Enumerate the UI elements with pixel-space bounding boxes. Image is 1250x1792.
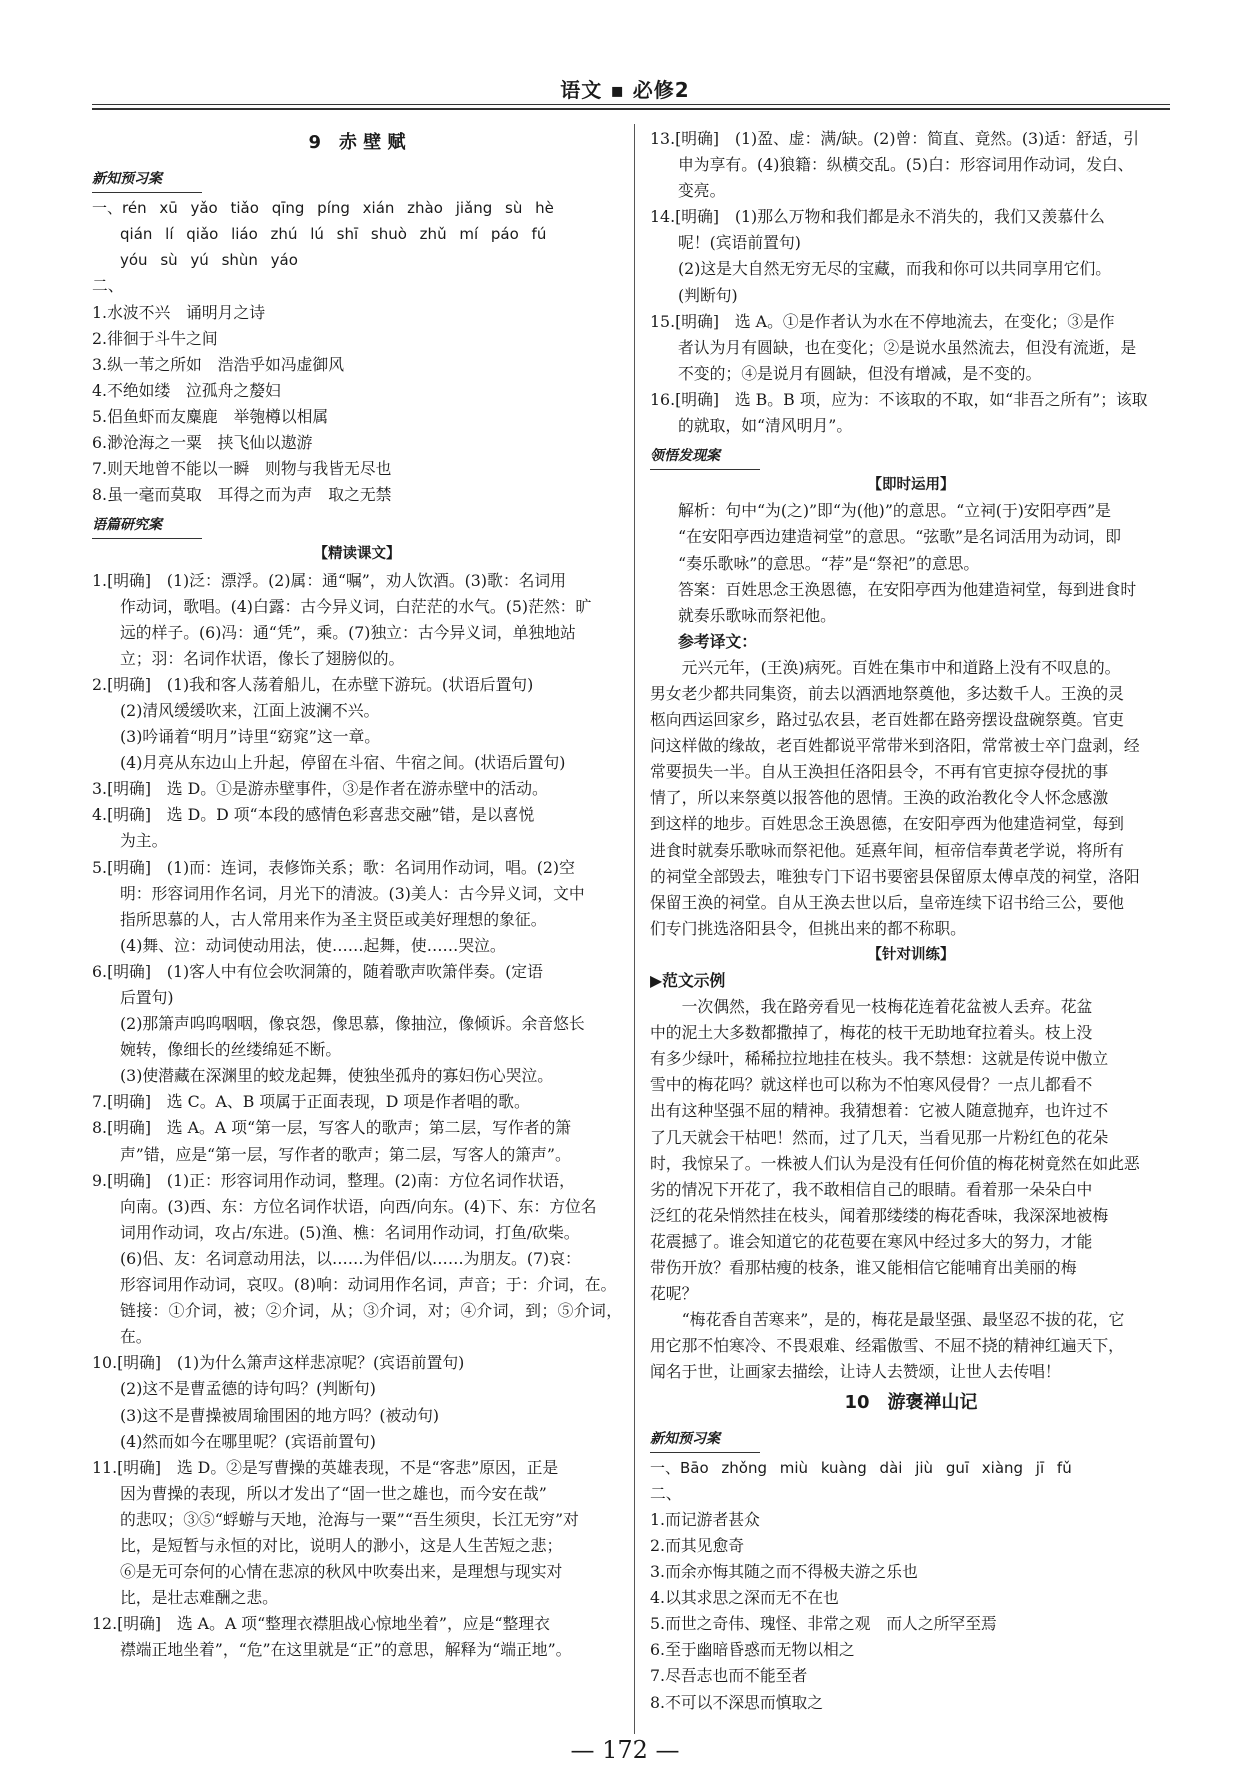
left-line: (4)然而如今在哪里呢？(宾语前置句) bbox=[120, 1431, 376, 1451]
right-line: 一、Bāo zhǒng miù kuàng dài jiù guī xiàng jī fǔ bbox=[650, 1458, 1072, 1477]
right-line: 带伤开放？看那枯瘦的枝条，谁又能相信它能哺育出美丽的梅 bbox=[650, 1258, 1077, 1278]
left-line: 襟端正地坐着”，“危”在这里就是“正”的意思，解释为“端正地”。 bbox=[120, 1640, 572, 1660]
right-line: 不变的；④是说月有圆缺，但没有增减，是不变的。 bbox=[678, 363, 1042, 383]
left-line: 4.不绝如缕 泣孤舟之嫠妇 bbox=[92, 380, 281, 400]
right-line: 呢！(宾语前置句) bbox=[678, 233, 801, 253]
left-line: (3)这不是曹操被周瑜围困的地方吗？(被动句) bbox=[120, 1405, 440, 1425]
left-line: 9.[明确] (1)正：形容词用作动词，整理。(2)南：方位名词作状语， bbox=[92, 1170, 575, 1190]
right-line: 4.以其求思之深而无不在也 bbox=[650, 1588, 839, 1608]
left-line: 婉转，像细长的丝缕绵延不断。 bbox=[120, 1040, 342, 1060]
right-line: 1.而记游者甚众 bbox=[650, 1509, 760, 1529]
right-line: 者认为月有圆缺，也在变化；②是说水虽然流去，但没有流逝，是 bbox=[678, 337, 1137, 357]
left-line: (4)月亮从东边山上升起，停留在斗宿、牛宿之间。(状语后置句) bbox=[120, 753, 566, 773]
right-line: “梅花香自苦寒来”，是的，梅花是最坚强、最坚忍不拔的花，它 bbox=[650, 1310, 1125, 1330]
left-line: 因为曹操的表现，所以才发出了“固一世之雄也，而今安在哉” bbox=[120, 1483, 547, 1503]
right-line: 5.而世之奇伟、瑰怪、非常之观 而人之所罕至焉 bbox=[650, 1614, 997, 1634]
left-line: 3.纵一苇之所如 浩浩乎如冯虚御风 bbox=[92, 354, 345, 374]
left-line: 8.虽一毫而莫取 耳得之而为声 取之无禁 bbox=[92, 485, 392, 505]
left-line: yóu sù yú shùn yáo bbox=[120, 251, 298, 270]
right-line: 就奏乐歌咏而祭祀他。 bbox=[678, 605, 836, 625]
right-line: 中的泥土大多数都撒掉了，梅花的枝干无助地耷拉着头。枝上没 bbox=[650, 1023, 1093, 1043]
left-line: 一、rén xū yǎo tiǎo qīng píng xián zhào jiǎng sù hè bbox=[92, 199, 554, 218]
right-line: 男女老少都共同集资，前去以酒洒地祭奠他，多达数千人。王涣的灵 bbox=[650, 683, 1124, 703]
right-line: 的就取，如“清风明月”。 bbox=[678, 416, 853, 436]
right-line: 雪中的梅花吗？就这样也可以称为不怕寒风侵骨？一点儿都看不 bbox=[650, 1075, 1093, 1095]
right-line: 13.[明确] (1)盈、虚：满/缺。(2)曾：简直、竟然。(3)适：舒适，引 bbox=[650, 129, 1140, 148]
left-line: 9 赤 壁 赋 bbox=[308, 132, 406, 153]
left-line: qián lí qiǎo liáo zhú lú shī shuò zhǔ mí páo fú bbox=[120, 225, 547, 244]
right-line: 7.尽吾志也而不能至者 bbox=[650, 1666, 808, 1686]
left-line: 链接：①介词，被；②介词，从；③介词，对；④介词，到；⑤介词，在。 bbox=[120, 1301, 622, 1347]
left-line: 6.[明确] (1)客人中有位会吹洞箫的，随着歌声吹箫伴奏。(定语 bbox=[92, 961, 543, 981]
right-line: “在安阳亭西边建造祠堂”的意思。“弦歌”是名词活用为动词，即 bbox=[678, 527, 1122, 547]
left-line: 词用作动词，攻占/东进。(5)渔、樵：名词用作动词，打鱼/砍柴。 bbox=[120, 1222, 580, 1242]
left-line: 2.徘徊于斗牛之间 bbox=[92, 328, 218, 348]
right-line: 3.而余亦悔其随之而不得极夫游之乐也 bbox=[650, 1562, 918, 1582]
left-line: 11.[明确] 选 D。②是写曹操的英雄表现，不是“客悲”原因，正是 bbox=[92, 1457, 559, 1477]
left-line: 立；羽：名词作状语，像长了翅膀似的。 bbox=[120, 648, 405, 668]
right-line: 10 游褒禅山记 bbox=[844, 1391, 978, 1413]
right-line: (判断句) bbox=[678, 285, 738, 305]
right-line: 保留王涣的祠堂。自从王涣去世以后，皇帝连续下诏书给三公，要他 bbox=[650, 892, 1124, 912]
right-line: 出有这种坚强不屈的精神。我猜想着：它被人随意抛弃，也许过不 bbox=[650, 1101, 1109, 1121]
left-line: 4.[明确] 选 D。D 项“本段的感情色彩喜悲交融”错，是以喜悦 bbox=[92, 805, 535, 825]
right-line: 元兴元年，(王涣)病死。百姓在集市中和道路上没有不叹息的。 bbox=[650, 657, 1121, 677]
left-line: 6.渺沧海之一粟 挟飞仙以遨游 bbox=[92, 433, 313, 453]
right-line: 柩向西运回家乡，路过弘农县，老百姓都在路旁摆设盘碗祭奠。官吏 bbox=[650, 710, 1124, 730]
right-line: 用它那不怕寒冷、不畏艰难、经霜傲雪、不屈不挠的精神红遍天下， bbox=[650, 1336, 1124, 1356]
left-line: (2)这不是曹孟德的诗句吗？(判断句) bbox=[120, 1379, 376, 1399]
left-line: (2)清风缓缓吹来，江面上波澜不兴。 bbox=[120, 700, 380, 720]
left-line: 二、 bbox=[92, 276, 124, 296]
left-line: 后置句) bbox=[120, 988, 174, 1007]
left-line: 7.[明确] 选 C。A、B 项属于正面表现，D 项是作者唱的歌。 bbox=[92, 1092, 530, 1112]
right-line: 解析：句中“为(之)”即“为(他)”的意思。“立祠(于)安阳亭西”是 bbox=[678, 501, 1111, 521]
page-number: — 172 — bbox=[570, 1736, 680, 1764]
left-line: 声”错，应是“第一层，写作者的歌声；第二层，写客人的箫声”。 bbox=[120, 1144, 571, 1164]
right-line: 8.不可以不深思而慎取之 bbox=[650, 1692, 824, 1712]
left-line: 向南。(3)西、东：方位名词作状语，向西/向东。(4)下、东：方位名 bbox=[120, 1196, 597, 1216]
left-line: 【精读课文】 bbox=[313, 546, 401, 563]
right-column bbox=[650, 126, 1172, 1716]
right-line: 劣的情况下开花了，我不敢相信自己的眼睛。看着那一朵朵白中 bbox=[650, 1179, 1093, 1199]
page-header: 语文 ▪ 必修2 bbox=[560, 78, 690, 102]
right-line: 答案：百姓思念王涣恩德，在安阳亭西为他建造祠堂，每到进食时 bbox=[678, 579, 1137, 599]
left-line: 比，是短暂与永恒的对比，说明人的渺小，这是人生苦短之悲； bbox=[120, 1535, 563, 1555]
left-line: 5.[明确] (1)而：连词，表修饰关系；歌：名词用作动词，唱。(2)空 bbox=[92, 857, 575, 877]
left-line: 7.则天地曾不能以一瞬 则物与我皆无尽也 bbox=[92, 459, 392, 479]
right-line: 【针对训练】 bbox=[867, 946, 955, 963]
right-line: 情了，所以来祭奠以报答他的恩情。王涣的政治教化令人怀念感激 bbox=[650, 788, 1109, 808]
right-line: 16.[明确] 选 B。B 项，应为：不该取的不取，如“非吾之所有”；该取 bbox=[650, 389, 1148, 409]
left-line: (3)吟诵着“明月”诗里“窈窕”这一章。 bbox=[120, 727, 381, 747]
right-line: 【即时运用】 bbox=[867, 477, 955, 494]
right-line: (2)这是大自然无穷无尽的宝藏，而我和你可以共同享用它们。 bbox=[678, 259, 1112, 279]
header-rule bbox=[92, 104, 1170, 105]
right-line: 问这样做的缘故，老百姓都说平常带米到洛阳，常常被士卒门盘剥，经 bbox=[650, 736, 1140, 756]
left-line: 作动词，歌唱。(4)白露：古今异义词，白茫茫的水气。(5)茫然：旷 bbox=[120, 596, 592, 616]
right-line: 到这样的地步。百姓思念王涣恩德，在安阳亭西为他建造祠堂，每到 bbox=[650, 814, 1124, 834]
right-line: 一次偶然，我在路旁看见一枝梅花连着花盆被人丢弃。花盆 bbox=[650, 997, 1093, 1017]
right-line: 泛红的花朵悄然挂在枝头，闻着那缕缕的梅花香味，我深深地被梅 bbox=[650, 1205, 1109, 1225]
header-rule-thick bbox=[92, 108, 1170, 110]
right-line: 了几天就会干枯吧！然而，过了几天，当看见那一片粉红色的花朵 bbox=[650, 1127, 1109, 1147]
left-line: 3.[明确] 选 D。①是游赤壁事件，③是作者在游赤壁中的活动。 bbox=[92, 779, 548, 799]
right-line: 领悟发现案 bbox=[650, 443, 760, 470]
left-line: 为主。 bbox=[120, 831, 168, 851]
right-line: 二、 bbox=[650, 1483, 682, 1503]
left-line: 12.[明确] 选 A。A 项“整理衣襟胆战心惊地坐着”，应是“整理衣 bbox=[92, 1614, 550, 1634]
left-line: 语篇研究案 bbox=[92, 512, 202, 539]
right-line: 进食时就奏乐歌咏而祭祀他。延熹年间，桓帝信奉黄老学说，将所有 bbox=[650, 840, 1124, 860]
right-line: 的祠堂全部毁去，唯独专门下诏书要密县保留原太傅卓茂的祠堂，洛阳 bbox=[650, 866, 1140, 886]
right-line: 们专门挑选洛阳县令，但挑出来的都不称职。 bbox=[650, 918, 966, 938]
right-line: 新知预习案 bbox=[650, 1426, 760, 1453]
left-line: 2.[明确] (1)我和客人荡着船儿，在赤壁下游玩。(状语后置句) bbox=[92, 674, 534, 694]
right-line: 花震撼了。谁会知道它的花苞要在寒风中经过多大的努力，才能 bbox=[650, 1231, 1093, 1251]
left-line: 8.[明确] 选 A。A 项“第一层，写客人的歌声；第二层，写作者的箫 bbox=[92, 1118, 572, 1138]
left-line: 5.侣鱼虾而友麋鹿 举匏樽以相属 bbox=[92, 406, 329, 426]
right-line: ▶范文示例 bbox=[650, 971, 726, 990]
right-line: 申为享有。(4)狼籍：纵横交乱。(5)白：形容词用作动词，发白、 bbox=[678, 155, 1134, 175]
left-line: 的悲叹；③⑤“蜉蝣与天地，沧海与一粟”“吾生须臾，长江无穷”对 bbox=[120, 1509, 579, 1529]
left-line: 1.[明确] (1)泛：漂浮。(2)属：通“嘱”，劝人饮酒。(3)歌：名词用 bbox=[92, 570, 567, 590]
left-column bbox=[92, 126, 622, 1663]
left-line: 远的样子。(6)冯：通“凭”，乘。(7)独立：古今异义词，单独地站 bbox=[120, 622, 576, 642]
left-line: 新知预习案 bbox=[92, 166, 202, 193]
left-line: 比，是壮志难酬之悲。 bbox=[120, 1588, 278, 1608]
right-line: 花呢？ bbox=[650, 1284, 698, 1304]
right-line: 有多少绿叶，稀稀拉拉地挂在枝头。我不禁想：这就是传说中傲立 bbox=[650, 1049, 1109, 1069]
right-line: 6.至于幽暗昏惑而无物以相之 bbox=[650, 1640, 855, 1660]
column-divider bbox=[634, 124, 635, 1734]
right-line: 闻名于世，让画家去描绘，让诗人去赞颂，让世人去传唱！ bbox=[650, 1362, 1061, 1382]
left-line: 10.[明确] (1)为什么箫声这样悲凉呢？(宾语前置句) bbox=[92, 1353, 465, 1373]
left-line: 1.水波不兴 诵明月之诗 bbox=[92, 302, 266, 322]
right-line: 15.[明确] 选 A。①是作者认为水在不停地流去，在变化；③是作 bbox=[650, 311, 1115, 331]
left-line: 指所思慕的人，古人常用来作为圣主贤臣或美好理想的象征。 bbox=[120, 909, 547, 929]
left-line: (3)使潜藏在深渊里的蛟龙起舞，使独坐孤舟的寡妇伤心哭泣。 bbox=[120, 1066, 554, 1086]
right-line: 2.而其见愈奇 bbox=[650, 1535, 745, 1555]
left-line: ⑥是无可奈何的心情在悲凉的秋风中吹奏出来，是理想与现实对 bbox=[120, 1562, 563, 1582]
left-line: (6)侣、友：名词意动用法，以……为伴侣/以……为朋友。(7)哀： bbox=[120, 1248, 581, 1268]
right-line: 时，我惊呆了。一株被人们认为是没有任何价值的梅花树竟然在如此恶 bbox=[650, 1153, 1140, 1173]
left-line: 明：形容词用作名词，月光下的清波。(3)美人：古今异义词，文中 bbox=[120, 883, 585, 903]
left-line: (2)那箫声呜呜咽咽，像哀怨，像思慕，像抽泣，像倾诉。余音悠长 bbox=[120, 1014, 585, 1034]
left-line: 形容词用作动词，哀叹。(8)响：动词用作名词，声音；于：介词，在。 bbox=[120, 1275, 617, 1295]
right-line: “奏乐歌咏”的意思。“荐”是“祭祀”的意思。 bbox=[678, 553, 980, 573]
right-line: 常要损失一半。自从王涣担任洛阳县令，不再有官吏掠夺侵扰的事 bbox=[650, 762, 1109, 782]
right-line: 14.[明确] (1)那么万物和我们都是永不消失的，我们又羡慕什么 bbox=[650, 207, 1105, 227]
right-line: 变亮。 bbox=[678, 181, 726, 201]
right-line: 参考译文： bbox=[678, 631, 757, 651]
left-line: (4)舞、泣：动词使动用法，使……起舞，使……哭泣。 bbox=[120, 935, 506, 955]
